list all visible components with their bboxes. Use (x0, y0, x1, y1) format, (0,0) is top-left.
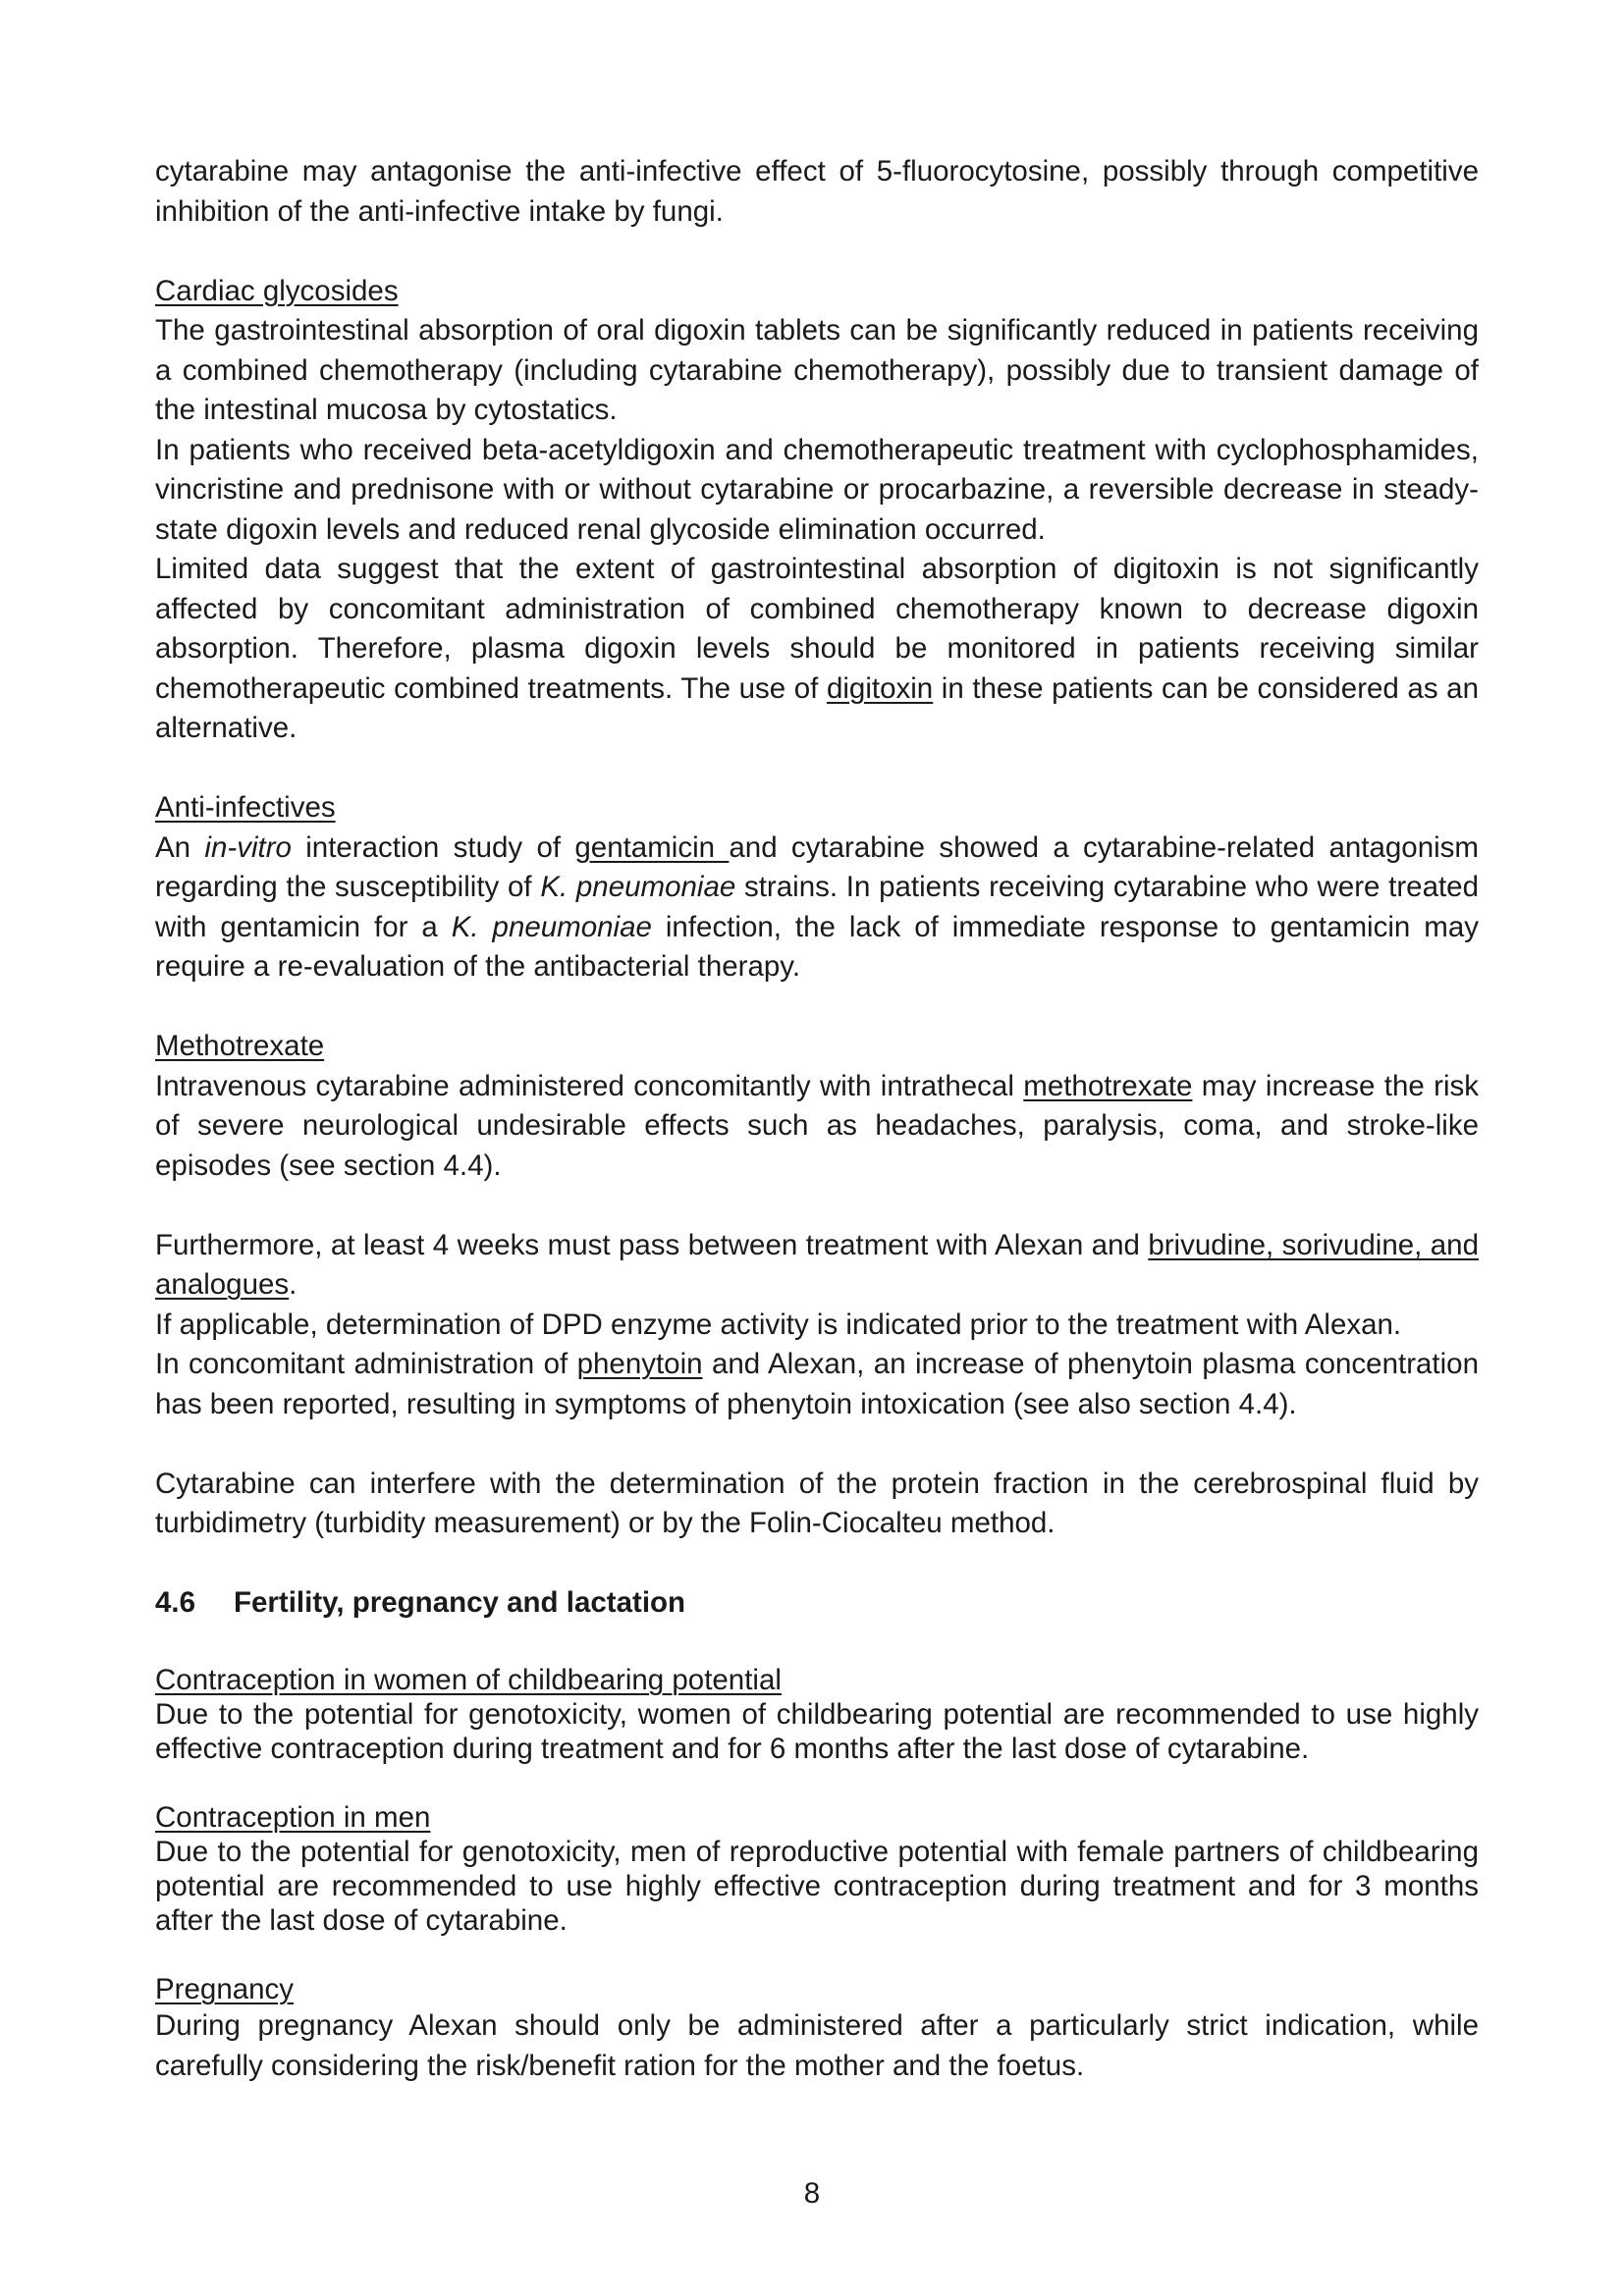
text-run: In concomitant administration of (155, 1348, 577, 1380)
phenytoin-link[interactable]: phenytoin (576, 1348, 703, 1380)
spacer (155, 1186, 1479, 1226)
document-page (155, 152, 1479, 2086)
spacer (155, 1938, 1479, 1972)
cardiac-heading: Cardiac glycosides (155, 274, 399, 307)
text-run: An (155, 830, 205, 864)
intro-paragraph: cytarabine may antagonise the anti-infective effect of 5-fluorocytosine, possibly through competitive inhibition of the anti-infective intake by fungi. (155, 155, 1479, 228)
men-paragraph: Due to the potential for genotoxicity, men of reproductive potential with female partners of childbearing potential are recommended to use highly effective contraception during treatment and for 3 months after the last dose of cytarabine. (155, 1836, 1479, 1937)
species-term: K. pneumoniae (540, 871, 736, 903)
section-number: 4.6 (155, 1586, 196, 1619)
cardiac-paragraph-3 (155, 550, 1479, 749)
methotrexate-heading: Methotrexate (155, 1030, 325, 1062)
spacer (155, 749, 1479, 789)
phenytoin-paragraph (155, 1345, 1479, 1424)
spacer (155, 1766, 1479, 1800)
further-paragraph (155, 1226, 1479, 1306)
men-heading: Contraception in men (155, 1801, 431, 1834)
text-run: in these patients can be considered as an alternative. (155, 671, 1479, 744)
section-title: Fertility, pregnancy and lactation (234, 1586, 686, 1619)
gentamicin-link[interactable]: gentamicin (574, 830, 730, 864)
spacer (155, 1544, 1479, 1584)
text-run: strains. In patients receiving cytarabine who were treated with gentamicin for a (155, 871, 1479, 943)
women-paragraph: Due to the potential for genotoxicity, women of childbearing potential are recommended to use highly effective contraception during treatment and for 6 months after the last dose of cytarabine. (155, 1698, 1479, 1765)
text-run: . (289, 1268, 298, 1301)
dpd-paragraph: If applicable, determination of DPD enzyme activity is indicated prior to the treatment with Alexan. (155, 1308, 1402, 1341)
text-run: Limited data suggest that the extent of gastrointestinal absorption of digitoxin is not significantly affected by concomitant administration of combined chemotherapy known to decrease digoxin absorption. Therefore, plasma digoxin levels should be monitored in patients receiving similar chemotherapeutic combined treatments. The use of (155, 553, 1479, 705)
species-term: K. pneumoniae (451, 910, 652, 943)
methotrexate-link[interactable]: methotrexate (1023, 1069, 1193, 1102)
brivudine-link[interactable]: brivudine, sorivudine, and analogues (155, 1228, 1479, 1301)
in-vitro-term: in-vitro (204, 830, 292, 864)
men-block (155, 1800, 1479, 1938)
text-run: and Alexan, an increase of phenytoin plasma concentration has been reported, resulting in symptoms of phenytoin intoxication (see also section 4.4). (155, 1348, 1479, 1420)
text-run: interaction study of (291, 830, 575, 864)
women-heading: Contraception in women of childbearing potential (155, 1664, 782, 1696)
text-run: Intravenous cytarabine administered concomitantly with intrathecal (155, 1069, 1024, 1102)
text-run: may increase the risk of severe neurological undesirable effects such as headaches, paralysis, coma, and stroke-like episodes (see section 4.4). (155, 1069, 1479, 1182)
text-run: Furthermore, at least 4 weeks must pass between treatment with Alexan and (155, 1228, 1149, 1261)
antiinfectives-paragraph (155, 828, 1479, 988)
spacer (155, 1424, 1479, 1465)
pregnancy-paragraph: During pregnancy Alexan should only be administered after a particularly strict indication, while carefully considering the risk/benefit ration for the mother and the foetus. (155, 2009, 1479, 2082)
csf-paragraph: Cytarabine can interfere with the determination of the protein fraction in the cerebrospinal fluid by turbidimetry (turbidity measurement) or by the Folin-Ciocalteu method. (155, 1467, 1479, 1539)
methotrexate-paragraph (155, 1067, 1479, 1187)
page-number: 8 (803, 2177, 821, 2210)
digitoxin-link[interactable]: digitoxin (826, 671, 934, 705)
women-block (155, 1663, 1479, 1766)
antiinfectives-heading: Anti-infectives (155, 791, 336, 824)
text-run: infection, the lack of immediate response to gentamicin may require a re-evaluation of the antibacterial therapy. (155, 910, 1479, 983)
cardiac-paragraph-2: In patients who received beta-acetyldigoxin and chemotherapeutic treatment with cyclophosphamides, vincristine and prednisone with or without cytarabine or procarbazine, a reversible decrease in steady-state digoxin levels and reduced renal glycoside elimination occurred. (155, 433, 1479, 546)
spacer (155, 988, 1479, 1028)
cardiac-paragraph-1: The gastrointestinal absorption of oral digoxin tablets can be significantly reduced in patients receiving a combined chemotherapy (including cytarabine chemotherapy), possibly due to transient damage of the intestinal mucosa by cytostatics. (155, 314, 1479, 426)
spacer (155, 1624, 1479, 1664)
section-heading (155, 1583, 1479, 1624)
text-run: and cytarabine showed a cytarabine-related antagonism regarding the susceptibility of (155, 830, 1479, 903)
spacer (155, 232, 1479, 272)
pregnancy-heading: Pregnancy (155, 1973, 295, 2005)
